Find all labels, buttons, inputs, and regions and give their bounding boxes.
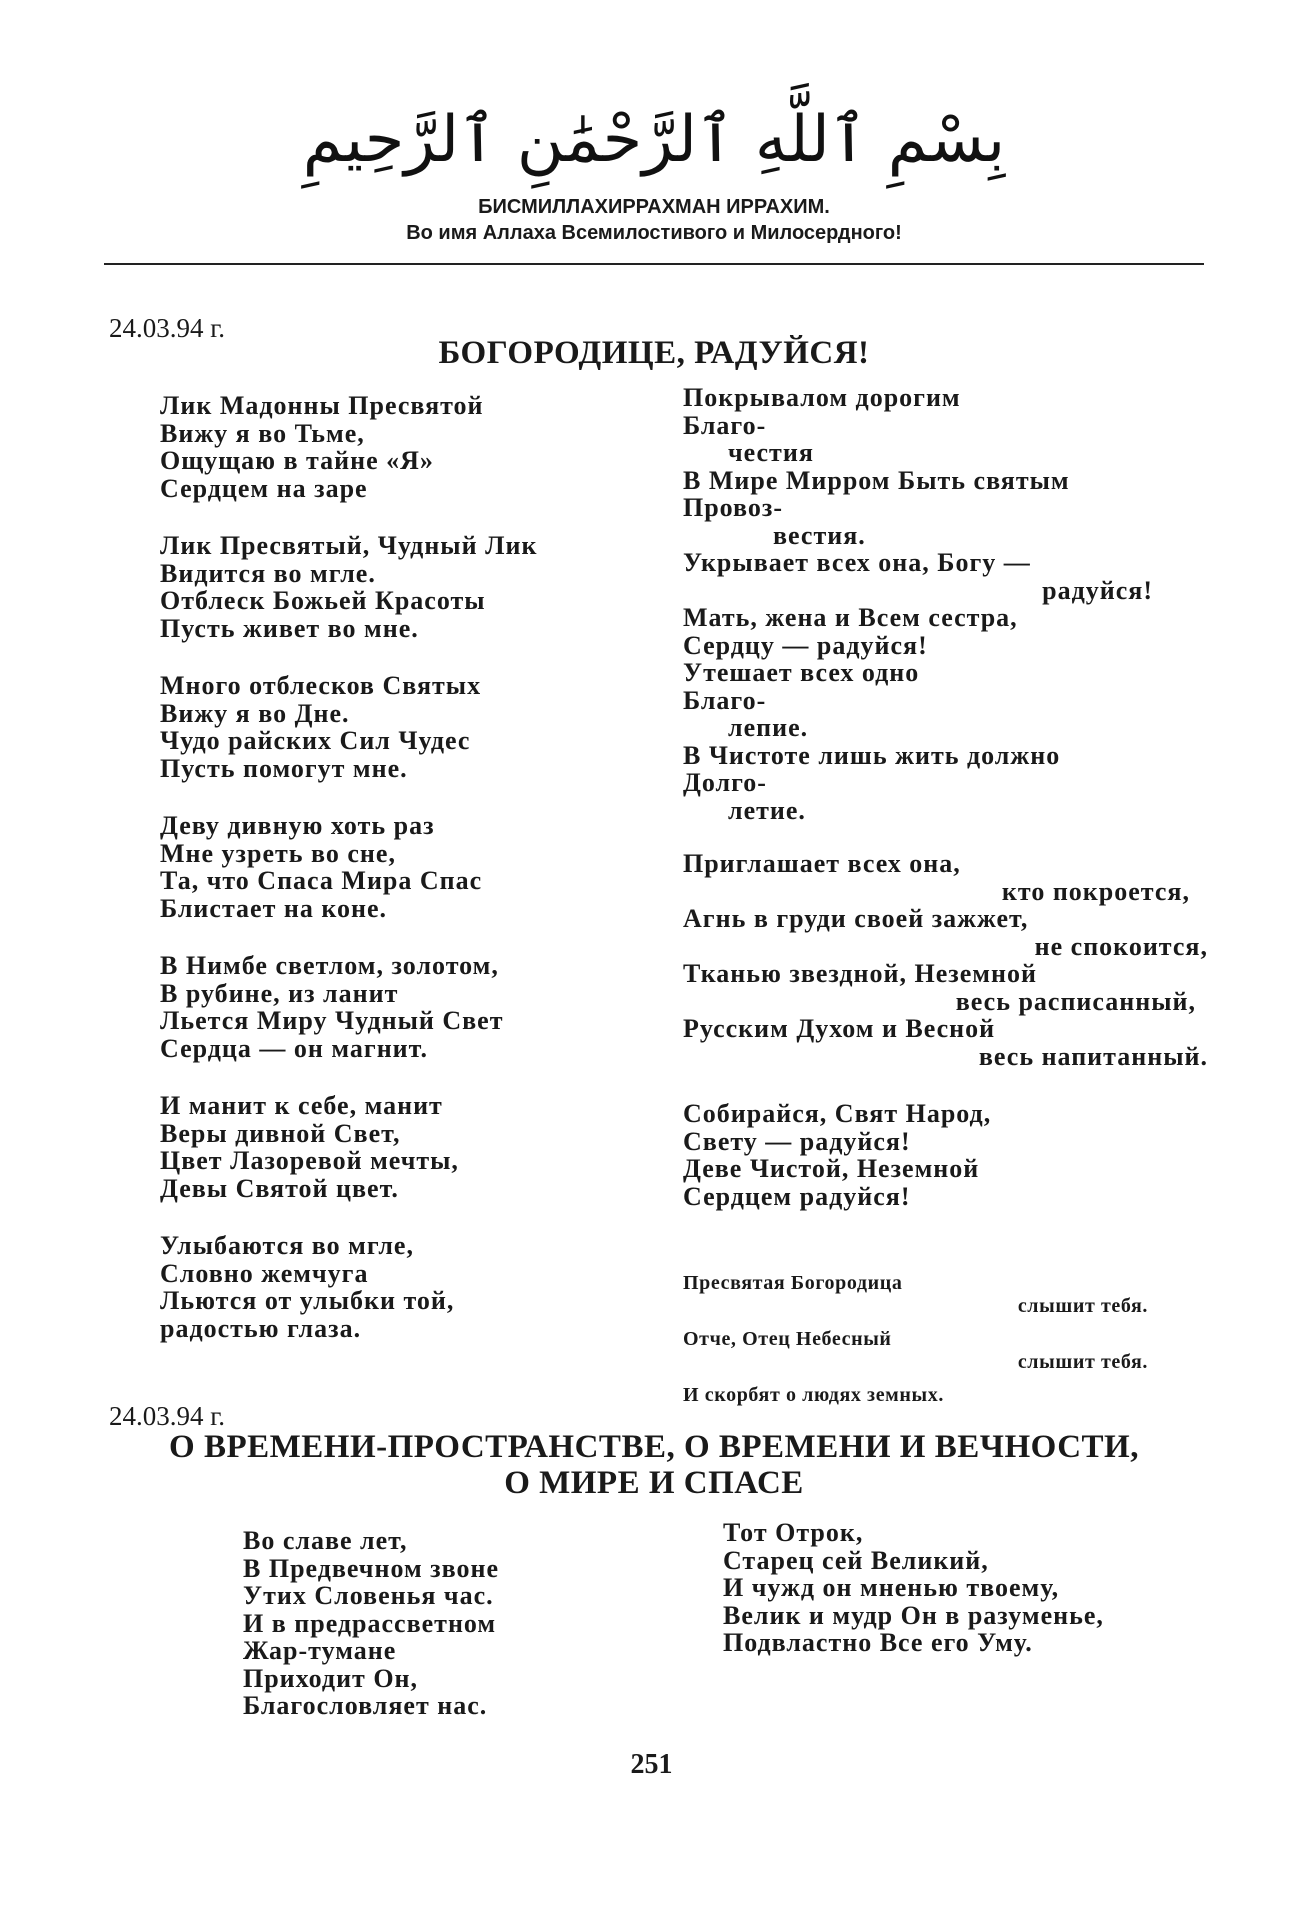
stanza (160, 532, 640, 642)
verse-line: Тканью звездной, Неземной (683, 959, 1037, 988)
verse-line: Словно жемчуга (160, 1258, 369, 1288)
verse-line: Жар-тумане (243, 1636, 397, 1665)
poem1-title: БОГОРОДИЦЕ, РАДУЙСЯ! (438, 335, 870, 371)
verse-line: Лик Пресвятый, Чудный Лик (160, 531, 538, 560)
stanza (683, 850, 1208, 1070)
verse-line: Благо- (683, 410, 767, 440)
stanza (160, 952, 640, 1062)
poem1-date: 24.03.94 г. (109, 313, 226, 343)
verse-line: В Чистоте лишь жить должно (683, 740, 1061, 770)
poem2-date: 24.03.94 г. (109, 1401, 226, 1431)
verse-line: Сердца — он магнит. (160, 1033, 428, 1063)
verse-line: Отблеск Божьей Красоты (160, 586, 486, 615)
verse-line: Укрывает всех она, Богу — (683, 548, 1031, 577)
verse-line: Долго- (683, 768, 767, 797)
verse-line: Веры дивной Свет, (160, 1118, 401, 1148)
poem2-title-line2: О МИРЕ И СПАСЕ (504, 1465, 804, 1501)
verse-line: вестия. (773, 520, 866, 550)
header-divider (104, 263, 1204, 265)
poem2-left-column (243, 1527, 663, 1720)
verse-line: Старец сей Великий, (723, 1545, 989, 1575)
verse-line: Благо- (683, 685, 767, 715)
stanza (160, 1232, 640, 1342)
verse-line: Сердцем на заре (160, 473, 368, 503)
verse-line: Видится во мгле. (160, 558, 376, 588)
stanza (683, 1100, 1208, 1210)
verse-line: Мне узреть во сне, (160, 838, 396, 868)
verse-line: кто покроется, (1001, 876, 1190, 906)
poem1-notes (683, 1272, 1148, 1407)
verse-line: Вижу я во Тьме, (160, 418, 365, 448)
poem2-right-column (723, 1519, 1203, 1657)
poem1-left-column (160, 392, 640, 1372)
verse-line: Сердцу — радуйся! (683, 630, 928, 660)
stanza (683, 384, 1208, 824)
verse-line: Сердцем радуйся! (683, 1181, 911, 1211)
verse-line: Деве Чистой, Неземной (683, 1154, 980, 1183)
verse-line: Приходит Он, (243, 1663, 419, 1693)
verse-line: радостью глаза. (160, 1313, 362, 1343)
verse-line: Собирайся, Свят Народ, (683, 1099, 992, 1128)
verse-line: Ощущаю в тайне «Я» (160, 446, 434, 475)
note-line: Пресвятая Богородица (683, 1272, 903, 1294)
basmala-calligraphy: بِسْمِ ٱللَّهِ ٱلرَّحْمَٰنِ ٱلرَّحِيمِ (302, 103, 1006, 177)
verse-line: Много отблесков Святых (160, 671, 482, 700)
verse-line: И манит к себе, манит (160, 1091, 443, 1120)
verse-line: радуйся! (1042, 575, 1153, 605)
note-line: слышит тебя. (1017, 1351, 1148, 1373)
verse-line: Льется Миру Чудный Свет (160, 1006, 504, 1035)
note-line: Отче, Отец Небесный (683, 1328, 892, 1350)
verse-line: Пусть помогут мне. (160, 753, 408, 783)
stanza (160, 812, 640, 922)
verse-line: Русским Духом и Весной (683, 1014, 996, 1043)
verse-line: Покрывалом дорогим (683, 383, 961, 412)
page-number: 251 (630, 1749, 673, 1780)
stanza (160, 1092, 640, 1202)
verse-line: Провоз- (683, 493, 784, 522)
verse-line: Агнь в груди своей зажжет, (683, 904, 1029, 933)
verse-line: Деву дивную хоть раз (160, 811, 435, 840)
verse-line: Цвет Лазоревой мечты, (160, 1146, 459, 1175)
verse-line: Вижу я во Дне. (160, 698, 350, 728)
poem2-title-line1: О ВРЕМЕНИ-ПРОСТРАНСТВЕ, О ВРЕМЕНИ И ВЕЧНОСТИ, (169, 1429, 1139, 1465)
verse-line: Подвластно Все его Уму. (723, 1628, 1033, 1657)
verse-line: Мать, жена и Всем сестра, (683, 603, 1018, 632)
note-line: И скорбят о людях земных. (683, 1384, 944, 1406)
verse-line: Лик Мадонны Пресвятой (160, 391, 484, 420)
verse-line: не спокоится, (1034, 931, 1208, 961)
verse-line: В Нимбе светлом, золотом, (160, 951, 499, 980)
verse-line: Тот Отрок, (723, 1518, 864, 1547)
verse-line: Утих Словенья час. (243, 1581, 494, 1610)
verse-line: Велик и мудр Он в разуменье, (723, 1600, 1104, 1630)
verse-line: В рубине, из ланит (160, 978, 399, 1008)
stanza (160, 672, 640, 782)
verse-line: Льются от улыбки той, (160, 1286, 455, 1315)
verse-line: И в предрассветном (243, 1608, 497, 1638)
verse-line: весь расписанный, (955, 986, 1196, 1016)
header-transliteration: БИСМИЛЛАХИРРАХМАН ИРРАХИМ. (478, 196, 830, 218)
verse-line: Чудо райских Сил Чудес (160, 726, 471, 755)
verse-line: Свету — радуйся! (683, 1126, 911, 1156)
poem1-right-column (683, 384, 1208, 1240)
verse-line: Улыбаются во мгле, (160, 1231, 414, 1260)
page-header (104, 100, 1204, 246)
verse-line: Благословляет нас. (243, 1691, 488, 1720)
verse-line: Пусть живет во мне. (160, 613, 419, 643)
verse-line: честия (728, 438, 814, 467)
verse-line: Утешает всех одно (683, 658, 920, 687)
verse-line: весь напитанный. (978, 1041, 1208, 1071)
stanza (160, 392, 640, 502)
verse-line: Девы Святой цвет. (160, 1173, 399, 1203)
verse-line: Блистает на коне. (160, 893, 387, 923)
verse-line: Во славе лет, (243, 1526, 408, 1555)
verse-line: летие. (728, 795, 806, 825)
verse-line: Приглашает всех она, (683, 849, 961, 878)
verse-line: В Мире Мирром Быть святым (683, 465, 1070, 495)
note-line: слышит тебя. (1017, 1295, 1148, 1317)
verse-line: И чужд он мненью твоему, (723, 1573, 1060, 1602)
verse-line: лепие. (728, 713, 809, 742)
verse-line: В Предвечном звоне (243, 1553, 499, 1583)
verse-line: Та, что Спаса Мира Спас (160, 866, 483, 895)
header-translation: Во имя Аллаха Всемилостивого и Милосердного! (406, 222, 902, 244)
